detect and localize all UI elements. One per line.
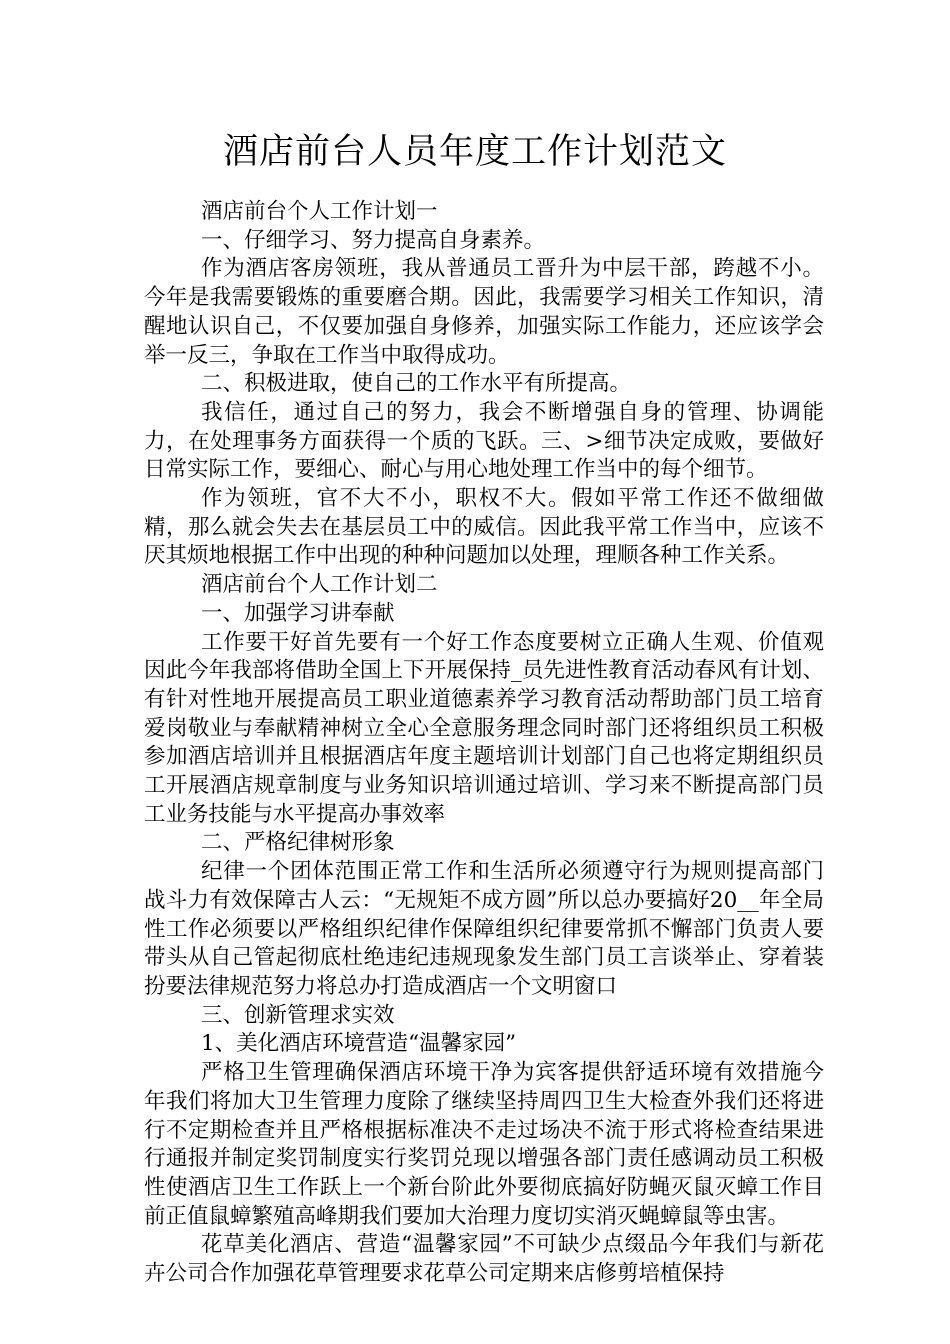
paragraph: 工作要干好首先要有一个好工作态度要树立正确人生观、价值观因此今年我部将借助全国上下开展保持_员先进性教育活动春风有计划、有针对性地开展提高员工职业道德素养学习教育活动帮助部门员工培育爱岗敬业与奉献精神树立全心全意服务理念同时部门还将组织员工积极参加酒店培训并且根据酒店年度主题培训计划部门自己也将定期组织员工开展酒店规章制度与业务知识培训通过培训、学习来不断提高部门员工业务技能与水平提高办事效率 <box>144 629 824 827</box>
paragraph: 三、创新管理求实效 <box>201 1002 395 1028</box>
paragraph: 作为酒店客房领班，我从普通员工晋升为中层干部，跨越不小。今年是我需要锻炼的重要磨合期。因此，我需要学习相关工作知识，清醒地认识自己，不仅要加强自身修养，加强实际工作能力，还应该学会举一反三，争取在工作当中取得成功。 <box>144 256 824 368</box>
paragraph: 酒店前台个人工作计划二 <box>201 572 438 598</box>
paragraph: 酒店前台个人工作计划一 <box>201 199 438 224</box>
paragraph: 二、积极进取，使自己的工作水平有所提高。 <box>201 371 632 397</box>
paragraph: 我信任，通过自己的努力，我会不断增强自身的管理、协调能力，在处理事务方面获得一个质的飞跃。三、>细节决定成败，要做好日常实际工作，要细心、耐心与用心地处理工作当中的每个细节。 <box>144 399 824 483</box>
paragraph: 严格卫生管理确保酒店环境干净为宾客提供舒适环境有效措施今年我们将加大卫生管理力度除了继续坚持周四卫生大检查外我们还将进行不定期检查并且严格根据标准决不走过场决不流于形式将检查结果进行通报并制定奖罚制度实行奖罚兑现以增强各部门责任感调动员工积极性使酒店卫生工作跃上一个新台阶此外要彻底搞好防蝇灭鼠灭蟑工作目前正值鼠蟑繁殖高峰期我们要加大治理力度切实消灭蝇蟑鼠等虫害。 <box>144 1060 824 1229</box>
paragraph: 作为领班，官不大不小，职权不大。假如平常工作还不做细做精，那么就会失去在基层员工中的威信。因此我平常工作当中，应该不厌其烦地根据工作中出现的种种问题加以处理，理顺各种工作关系。 <box>144 486 824 569</box>
paragraph: 花草美化酒店、营造“温馨家园”不可缺少点缀品今年我们与新花卉公司合作加强花草管理要求花草公司定期来店修剪培植保持 <box>144 1232 824 1287</box>
paragraph: 1、美化酒店环境营造“温馨家园” <box>201 1031 517 1057</box>
document-title: 酒店前台人员年度工作计划范文 <box>222 132 727 172</box>
document-body <box>144 198 824 1289</box>
paragraph: 一、仔细学习、努力提高自身素养。 <box>201 227 546 253</box>
paragraph: 一、加强学习讲奉献 <box>201 600 395 626</box>
paragraph: 纪律一个团体范围正常工作和生活所必须遵守行为规则提高部门战斗力有效保障古人云：“无规矩不成方圆”所以总办要搞好20__年全局性工作必须要以严格组织纪律作保障组织纪律要常抓不懈部门负责人要带头从自己管起彻底杜绝违纪违规现象发生部门员工言谈举止、穿着装扮要法律规范努力将总办打造成酒店一个文明窗口 <box>144 859 824 999</box>
paragraph: 二、严格纪律树形象 <box>201 830 395 856</box>
